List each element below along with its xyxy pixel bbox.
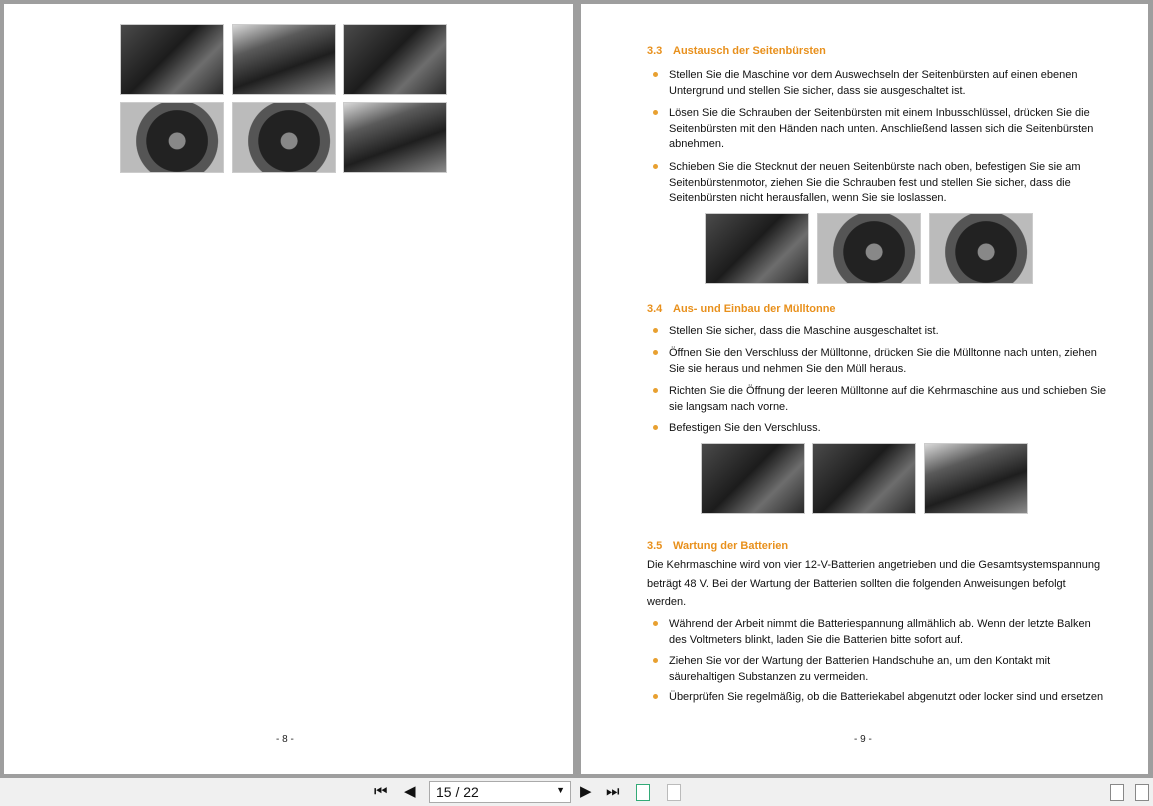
text-line: Während der Arbeit nimmt die Batteriespannung allmählich ab. Wenn der letzte Balken (669, 618, 1091, 630)
text-line: Seitenbürsten nicht herausfallen, wenn Sie sie loslassen. (669, 192, 947, 204)
previous-page-button[interactable]: ◀ (404, 783, 416, 800)
go-forward-view-icon[interactable] (667, 784, 681, 801)
list-item (651, 106, 1141, 153)
text-line: Untergrund und stellen Sie sicher, dass sie ausgeschaltet ist. (669, 84, 966, 97)
text-line: abnehmen. (669, 138, 725, 150)
photo (812, 443, 916, 514)
section-heading (647, 45, 826, 57)
text-line: 3.3 (647, 45, 663, 57)
list-item (651, 421, 1141, 437)
chevron-down-icon[interactable]: ▼ (556, 785, 565, 795)
text-line: Wartung der Batterien (673, 540, 789, 552)
list-item (651, 160, 1141, 207)
page-number: - 8 - (276, 734, 294, 745)
section-heading (647, 540, 788, 552)
go-back-view-icon[interactable] (636, 784, 650, 801)
photo (232, 24, 336, 95)
list-item (651, 346, 1141, 377)
page-number: - 9 - (854, 734, 872, 745)
single-page-view-icon[interactable] (1110, 784, 1124, 801)
text-line: Lösen Sie die Schrauben der Seitenbürsten mit einem Inbusschlüssel, drücken Sie die (669, 107, 1090, 119)
text-line: säurehaltigen Substanzen zu vermeiden. (669, 670, 869, 683)
list-item (651, 654, 1141, 685)
text-line: werden. (647, 596, 687, 608)
text-line: Befestigen Sie den Verschluss. (669, 422, 821, 434)
photo (701, 443, 805, 514)
photo (924, 443, 1028, 514)
list-item (651, 68, 1141, 99)
text-line: 3.4 (647, 303, 663, 315)
text-line: Stellen Sie sicher, dass die Maschine ausgeschaltet ist. (669, 325, 939, 337)
text-line: Öffnen Sie den Verschluss der Mülltonne, drücken Sie die Mülltonne nach unten, ziehen (669, 347, 1097, 359)
next-page-button[interactable]: ▶ (580, 783, 592, 800)
text-line: Seitenbürsten mit den Händen nach unten. Anschließend lassen sich die Seitenbürsten (669, 122, 1094, 135)
list-item (651, 324, 1141, 340)
text-line: 3.5 (647, 540, 663, 552)
first-page-button[interactable]: ⏮ (374, 783, 388, 800)
continuous-view-icon[interactable] (1135, 784, 1149, 801)
page-number-field[interactable] (429, 781, 571, 803)
last-page-button[interactable]: ⏭ (606, 783, 620, 800)
photo (232, 102, 336, 173)
text-line: Ziehen Sie vor der Wartung der Batterien Handschuhe an, um den Kontakt mit (669, 655, 1051, 667)
page-8 (4, 4, 573, 774)
text-line: Überprüfen Sie regelmäßig, ob die Batteriekabel abgenutzt oder locker sind und ersetzen (669, 691, 1104, 703)
list-item (651, 690, 1141, 706)
text-line: Schieben Sie die Stecknut der neuen Seitenbürste nach oben, befestigen Sie sie am (669, 161, 1081, 173)
photo (929, 213, 1033, 284)
navigation-toolbar (0, 778, 1153, 806)
text-line: sie langsam nach vorne. (669, 400, 789, 413)
text-line: des Voltmeters blinkt, laden Sie die Batterien bitte sofort auf. (669, 633, 964, 646)
photo (817, 213, 921, 284)
paragraph (647, 556, 1137, 612)
text-line: beträgt 48 V. Bei der Wartung der Batterien sollten die folgenden Anweisungen befolgt (647, 577, 1066, 590)
page-9 (581, 4, 1148, 774)
list-item (651, 384, 1141, 415)
text-line: Richten Sie die Öffnung der leeren Mülltonne auf die Kehrmaschine aus und schieben Sie (669, 385, 1107, 397)
text-line: 15 / 22 (436, 784, 479, 800)
photo (120, 102, 224, 173)
photo (343, 102, 447, 173)
text-line: Aus- und Einbau der Mülltonne (673, 303, 836, 315)
text-line: Sie sie heraus und nehmen Sie den Müll heraus. (669, 362, 907, 375)
photo (343, 24, 447, 95)
photo (120, 24, 224, 95)
text-line: Austausch der Seitenbürsten (673, 45, 826, 57)
text-line: Seitenbürstenmotor, ziehen Sie die Schrauben fest und stellen Sie sicher, dass die (669, 176, 1071, 189)
text-line: Stellen Sie die Maschine vor dem Auswechseln der Seitenbürsten auf einen ebenen (669, 69, 1078, 81)
photo (705, 213, 809, 284)
text-line: Die Kehrmaschine wird von vier 12-V-Batterien angetrieben und die Gesamtsystemspannung (647, 559, 1101, 571)
list-item (651, 617, 1141, 648)
section-heading (647, 303, 836, 315)
